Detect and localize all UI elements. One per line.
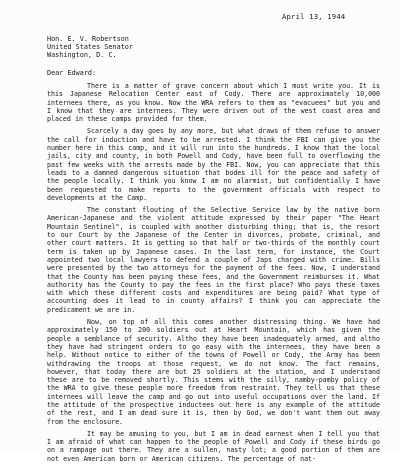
paragraph-selective-service: The constant flouting of the Selective Service law by the native born American-Japanese and the violent attitude expressed by their paper "The Heart Mountain Sentinel", is coupled with another disturbing thing; that is, the resort to our Court by the Japanese of the Center in divorces, probate, criminal, and other court matters. It is getting so that half or two-thirds of the monthly court term is taken up by Japanese cases. In the last term, for instance, the Court appointed two local lawyers to defend a couple of Japs charged with crime. Bills were presented by the two attorneys for the payment of the fees. Now, I understand that the County has been paying these fees, and the Government reimburses it. What authority has the County to pay the fees in the first place? Who pays these taxes with which these different costs and expenditures are being paid? What type of accounting does it lead to in county affairs? I think you can appreciate the predicament we are in. [47,206,380,314]
addressee-title: United States Senator [47,43,133,52]
addressee-name: Hon. E. V. Robertson [47,35,129,43]
paragraph-soldiers-withdrawn: Now, on top of all this comes another distressing thing. We have had approximately 150 to 200 soldiers out at Heart Mountain, which has given the people a semblance of security. Altho they have been inadequately armed, and altho they have had stringent orders to go easy with the internees, they have been a help. Without notice to either of the towns of Powell or Cody, the Army has been withdrawing the troops at those request, we do not know. The fact remains, however, that today there are but 25 soldiers at the station, and I understand these are to be removed shortly. This stems with the silly, namby-pamby policy of the WRA to give these people more freedom from restraint. They tell us that these internees will leave the camp and go out into useful occupations over the land. If the attitude of the prospective inductees out here is any example of the attitude of the rest, and I am dead sure it is, then by God, we don't want them out away from the enclosure. [47,318,380,426]
addressee-block [47,35,133,60]
paragraph-concern: It may be amusing to you, but I am in dead earnest when I tell you that I am afraid of what can happen to the people of Powell and Cody if these birds go on a rampage out there. They are a sullen, nasty lot; a good portion of them are not even American born or American citizens. The percentage of nat- [47,429,380,463]
salutation: Dear Edward: [47,69,97,77]
addressee-city: Washington, D. C. [47,51,117,60]
letter-body [47,82,380,467]
letter-date: April 13, 1944 [282,12,346,21]
paragraph-induction-arrests: Scarcely a day goes by any more, but what draws of them refuse to answer the call for induction and have to be arrested. I think the FBI can give you the number here in this camp, and it will run into the hundreds. I know that the local jails, city and county, in both Powell and Cody, have been full to overflowing the past few weeks with the arrests made by the FBI. Now, you can appreciate that this leads to a damned dangerous situation that bodes ill for the peace and safety of the people locally. I think you know I am no alarmist, but confidentially I have been requested to make reports to the government officials with respect to developments at the Camp. [47,127,380,202]
paragraph-relocation-center: There is a matter of grave concern about which I must write you. It is this Japanese Relocation Center east of Cody. There are approximately 10,000 internees there, as you know. Now the WRA refers to them as "evacuees" but you and I know that they are internees. They were driven out of the west coast area and placed in these camps provided for them. [47,82,380,124]
